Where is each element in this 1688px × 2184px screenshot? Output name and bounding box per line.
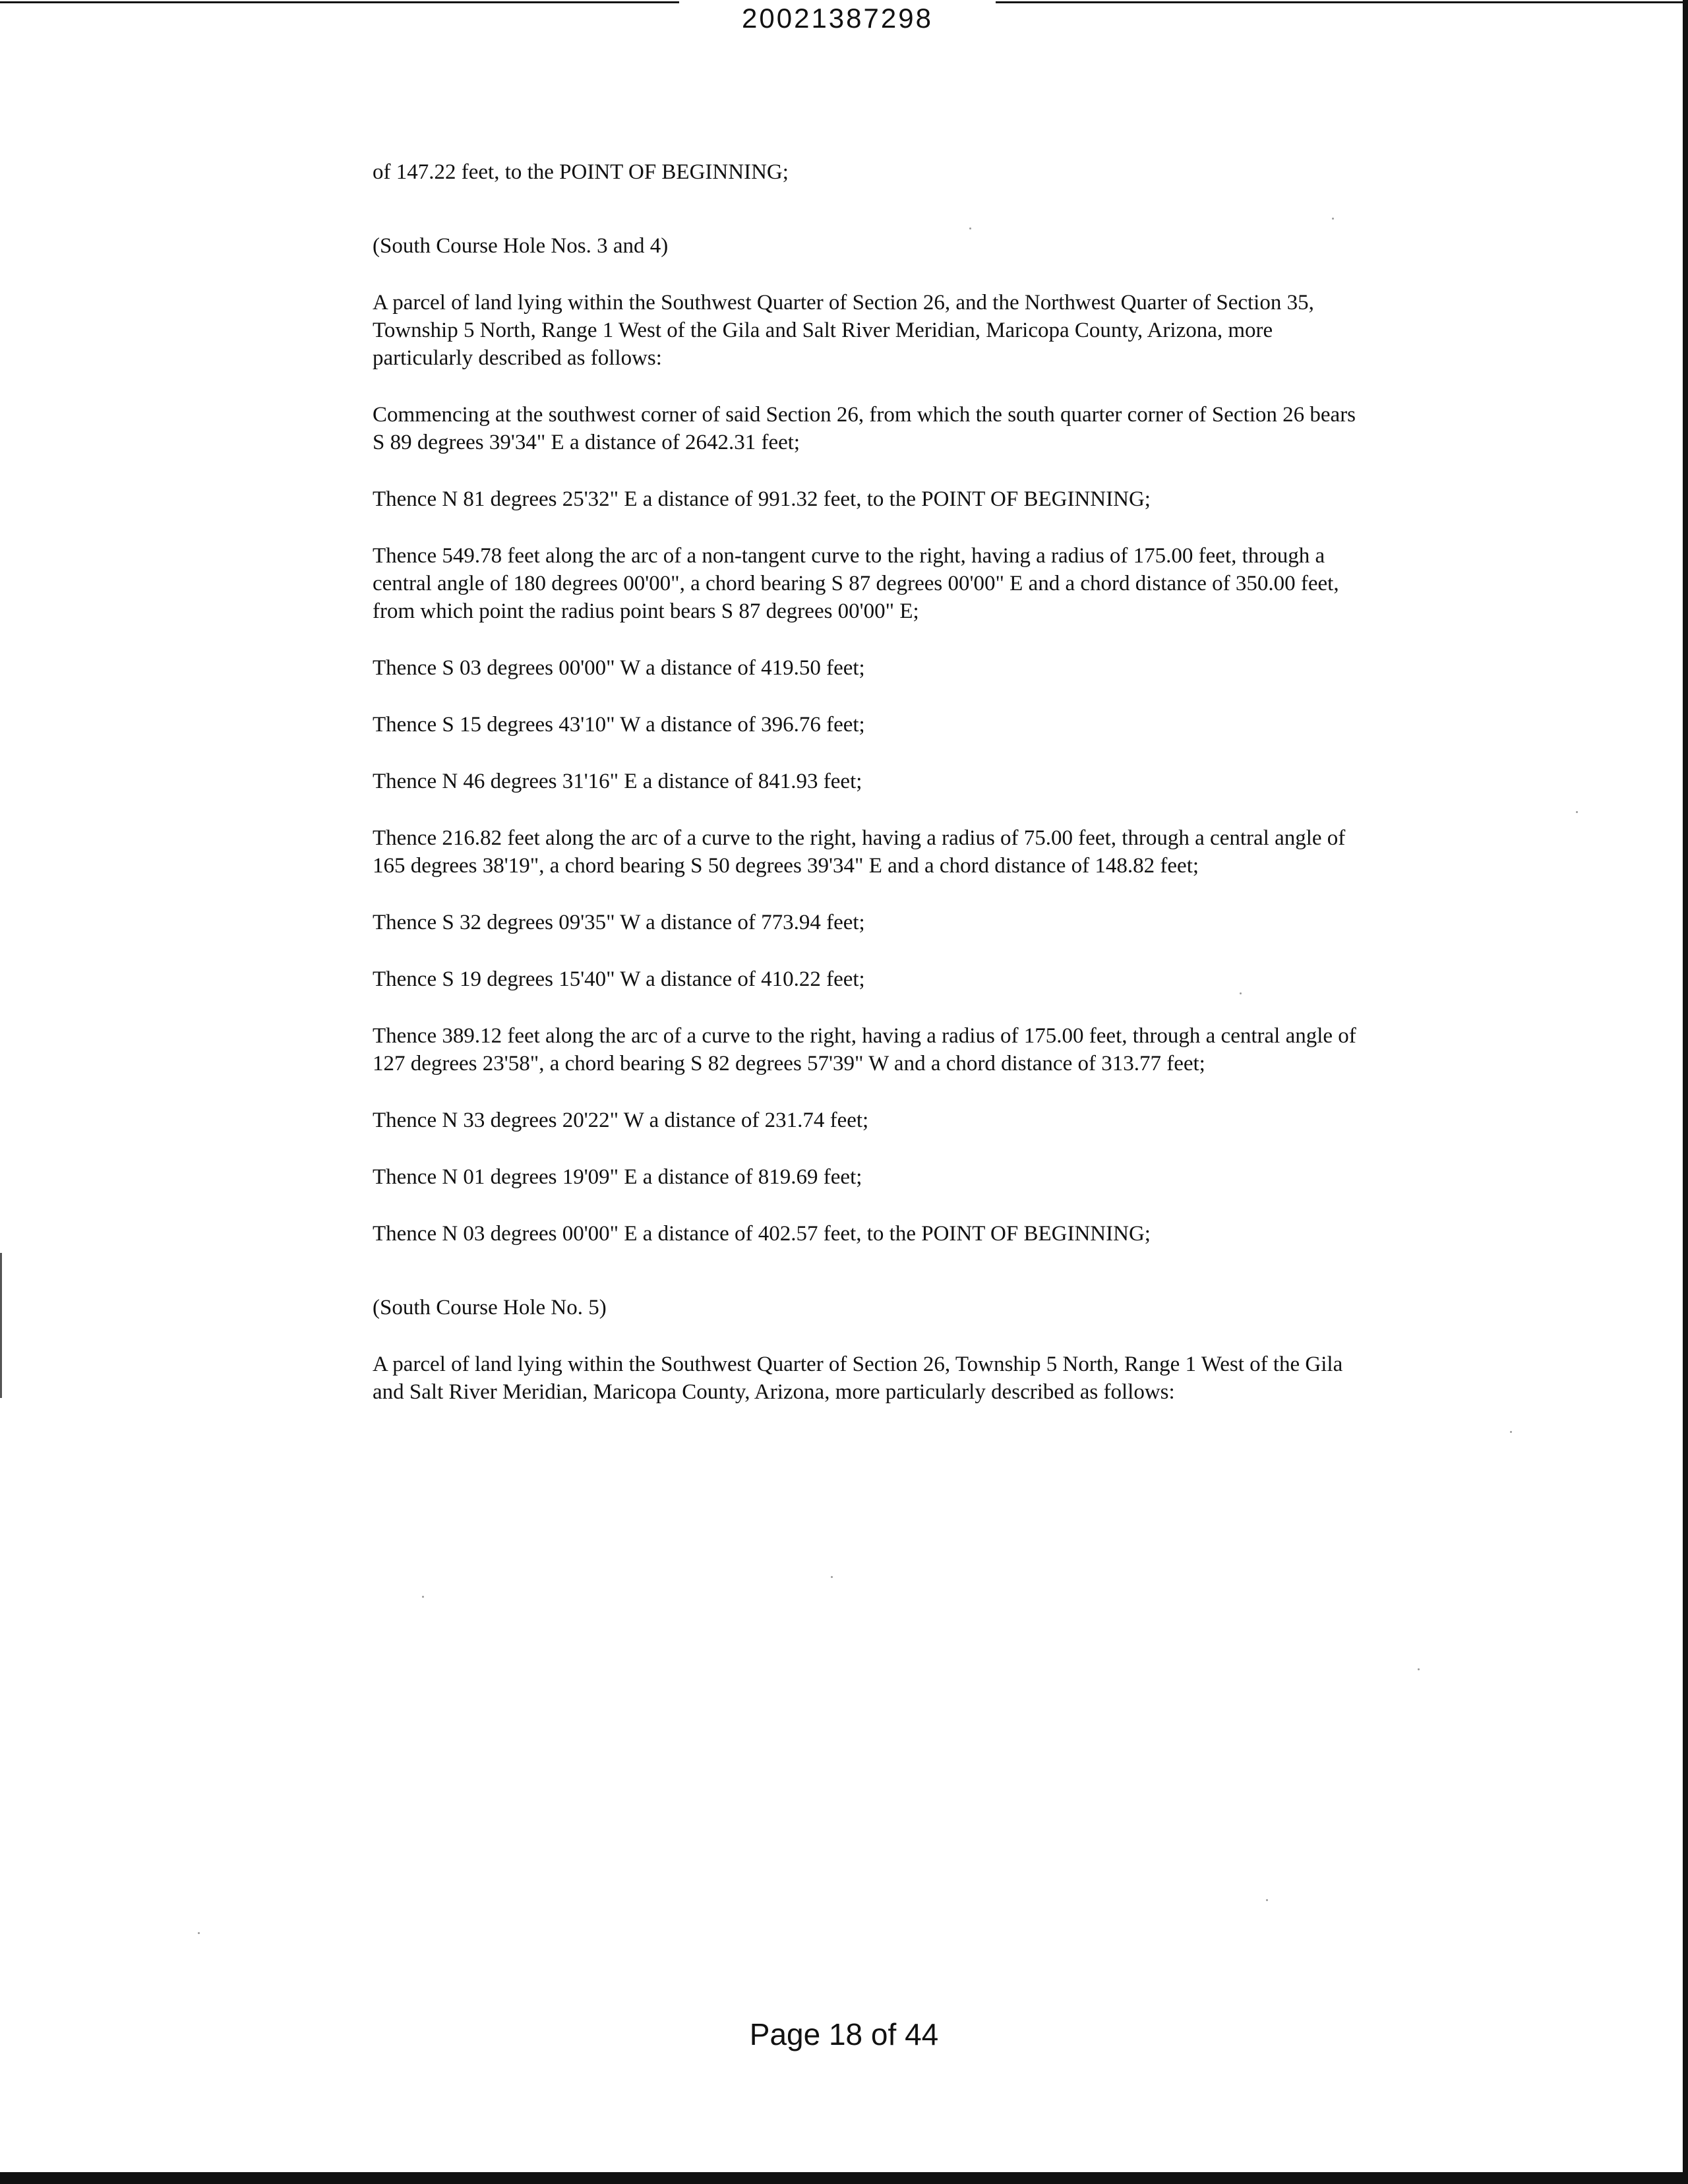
parcel-description: A parcel of land lying within the Southwest Quarter of Section 26, and the Northwest Quarter of Section 35, Township 5 North, Range 1 West of the Gila and Salt River Meridian, Maricopa County, Arizona, more particularly described as follows: bbox=[373, 291, 1314, 370]
section-heading: (South Course Hole No. 5) bbox=[373, 1296, 607, 1320]
scan-speck bbox=[969, 228, 971, 229]
course-line: Thence S 19 degrees 15'40" W a distance of 410.22 feet; bbox=[373, 967, 865, 991]
course-line: Thence 216.82 feet along the arc of a curve to the right, having a radius of 75.00 feet, through a central angle of 165 degrees 38'19", a chord bearing S 50 degrees 39'34" E and a chord distance of 148.82 feet; bbox=[373, 826, 1346, 878]
scan-speck bbox=[422, 1596, 424, 1598]
scan-speck bbox=[1332, 218, 1334, 220]
scan-speck bbox=[831, 1576, 833, 1578]
course-line: Thence N 81 degrees 25'32" E a distance of 991.32 feet, to the POINT OF BEGINNING; bbox=[373, 487, 1151, 511]
paragraph-continuation: of 147.22 feet, to the POINT OF BEGINNING; bbox=[373, 160, 789, 184]
top-border-right bbox=[996, 1, 1688, 3]
course-line: Thence S 03 degrees 00'00" W a distance of 419.50 feet; bbox=[373, 656, 865, 680]
course-line: Thence N 33 degrees 20'22" W a distance of 231.74 feet; bbox=[373, 1108, 869, 1132]
section-heading: (South Course Hole Nos. 3 and 4) bbox=[373, 234, 669, 258]
scan-speck bbox=[1240, 992, 1242, 994]
scan-right-edge bbox=[1683, 0, 1688, 2184]
document-number: 20021387298 bbox=[742, 3, 933, 34]
scan-left-mark bbox=[0, 1253, 2, 1398]
course-line: Thence N 03 degrees 00'00" E a distance of 402.57 feet, to the POINT OF BEGINNING; bbox=[373, 1222, 1151, 1246]
scan-speck bbox=[1510, 1431, 1512, 1433]
commencing-point: Commencing at the southwest corner of said Section 26, from which the south quarter corner of Section 26 bears S 89 degrees 39'34" E a distance of 2642.31 feet; bbox=[373, 403, 1356, 454]
course-line: Thence 549.78 feet along the arc of a non-tangent curve to the right, having a radius of 175.00 feet, through a central angle of 180 degrees 00'00", a chord bearing S 87 degrees 00'00" E and a chord distance of 350.00 feet, from which point the radius point bears S 87 degrees 00'00" E; bbox=[373, 544, 1339, 623]
course-line: Thence S 15 degrees 43'10" W a distance of 396.76 feet; bbox=[373, 713, 865, 737]
course-line: Thence 389.12 feet along the arc of a curve to the right, having a radius of 175.00 feet, through a central angle of 127 degrees 23'58", a chord bearing S 82 degrees 57'39" W and a chord distance of 313.77 feet; bbox=[373, 1024, 1356, 1076]
legal-description-body bbox=[373, 158, 1368, 1435]
parcel-description: A parcel of land lying within the Southwest Quarter of Section 26, Township 5 North, Range 1 West of the Gila and Salt River Meridian, Maricopa County, Arizona, more particularly described as follows: bbox=[373, 1352, 1343, 1404]
scan-speck bbox=[1576, 811, 1578, 813]
scan-speck bbox=[198, 1932, 200, 1934]
top-border-left bbox=[0, 1, 679, 3]
course-line: Thence N 46 degrees 31'16" E a distance of 841.93 feet; bbox=[373, 770, 862, 793]
page-number: Page 18 of 44 bbox=[749, 2017, 939, 2051]
scan-speck bbox=[1266, 1899, 1268, 1901]
course-line: Thence N 01 degrees 19'09" E a distance of 819.69 feet; bbox=[373, 1165, 862, 1189]
course-line: Thence S 32 degrees 09'35" W a distance of 773.94 feet; bbox=[373, 911, 865, 934]
scan-bottom-edge bbox=[0, 2172, 1688, 2184]
scan-speck bbox=[1418, 1668, 1420, 1670]
